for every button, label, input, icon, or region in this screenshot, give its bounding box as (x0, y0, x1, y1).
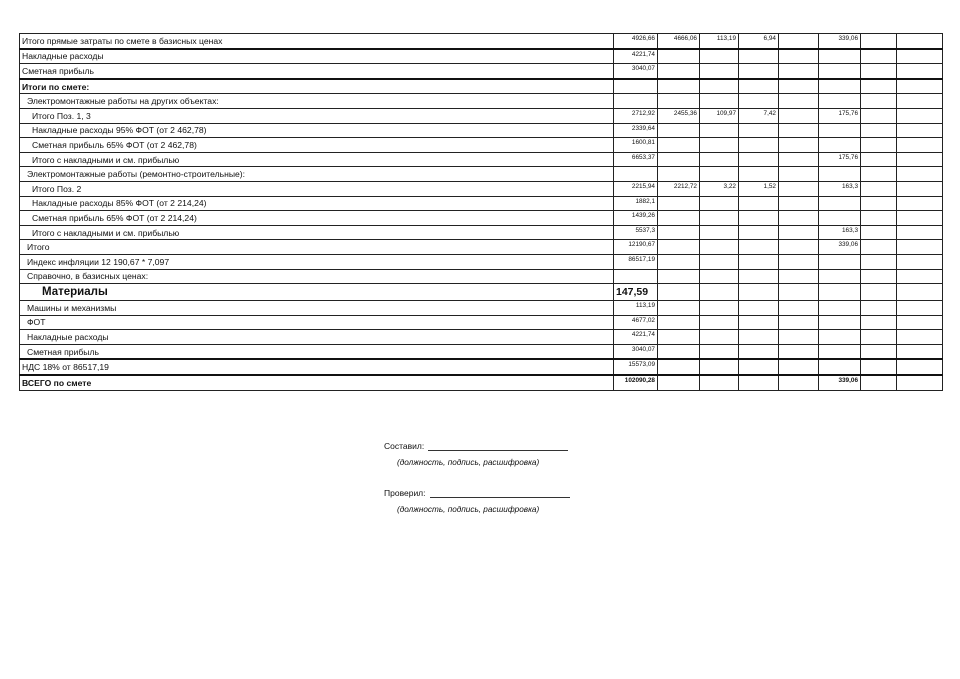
compiled-by-label: Составил: (384, 441, 425, 451)
value-cell (658, 64, 700, 79)
value-cell (819, 79, 861, 94)
value-cell (861, 301, 897, 316)
value-cell (861, 375, 897, 390)
value-cell (819, 196, 861, 211)
value-cell (700, 240, 739, 255)
value-cell (658, 269, 700, 284)
value-cell (819, 49, 861, 64)
value-cell (700, 167, 739, 182)
row-label: ФОТ (20, 315, 614, 330)
value-cell: 2212,72 (658, 181, 700, 196)
value-cell (861, 315, 897, 330)
row-label: Сметная прибыль 65% ФОТ (от 2 214,24) (20, 211, 614, 226)
value-cell (861, 79, 897, 94)
row-label: НДС 18% от 86517,19 (20, 359, 614, 375)
value-cell (658, 344, 700, 359)
value-cell (739, 49, 779, 64)
value-cell (861, 344, 897, 359)
value-cell (739, 284, 779, 301)
row-label: Индекс инфляции 12 190,67 * 7,097 (20, 254, 614, 269)
empty-cell (897, 254, 943, 269)
value-cell (700, 375, 739, 390)
value-cell (739, 211, 779, 226)
empty-cell (897, 344, 943, 359)
row-label: Справочно, в базисных ценах: (20, 269, 614, 284)
value-cell (861, 181, 897, 196)
empty-cell (897, 284, 943, 301)
value-cell (779, 167, 819, 182)
value-cell (700, 301, 739, 316)
value-cell (658, 138, 700, 153)
row-label: Электромонтажные работы на других объектах: (20, 94, 614, 109)
value-cell: 175,76 (819, 108, 861, 123)
estimate-table (19, 33, 943, 391)
row-label: Сметная прибыль 65% ФОТ (от 2 462,78) (20, 138, 614, 153)
row-label: Накладные расходы 95% ФОТ (от 2 462,78) (20, 123, 614, 138)
row-label: Итого (20, 240, 614, 255)
signature-line (428, 441, 568, 451)
value-cell (819, 123, 861, 138)
row-label: Материалы (20, 284, 614, 301)
value-cell (779, 211, 819, 226)
row-label: ВСЕГО по смете (20, 375, 614, 390)
value-cell (861, 94, 897, 109)
value-cell (779, 34, 819, 49)
table-row (20, 344, 943, 359)
value-cell (658, 152, 700, 167)
value-cell (739, 94, 779, 109)
table-row (20, 79, 943, 94)
compiled-by-hint: (должность, подпись, расшифровка) (397, 458, 540, 467)
value-cell: 113,19 (700, 34, 739, 49)
value-cell (739, 79, 779, 94)
table-row (20, 49, 943, 64)
value-cell: 4677,02 (614, 315, 658, 330)
value-cell (861, 196, 897, 211)
table-row (20, 138, 943, 153)
value-cell (861, 152, 897, 167)
value-cell: 175,76 (819, 152, 861, 167)
value-cell (779, 284, 819, 301)
value-cell (819, 284, 861, 301)
table-row (20, 254, 943, 269)
row-label: Сметная прибыль (20, 344, 614, 359)
empty-cell (897, 211, 943, 226)
value-cell: 1600,81 (614, 138, 658, 153)
value-cell: 3040,07 (614, 344, 658, 359)
value-cell (779, 225, 819, 240)
value-cell (700, 315, 739, 330)
empty-cell (897, 359, 943, 375)
value-cell (700, 79, 739, 94)
value-cell: 113,19 (614, 301, 658, 316)
row-label: Итого Поз. 1, 3 (20, 108, 614, 123)
row-label: Накладные расходы (20, 49, 614, 64)
value-cell (700, 211, 739, 226)
value-cell (739, 269, 779, 284)
table-row (20, 34, 943, 49)
value-cell (819, 315, 861, 330)
value-cell (861, 284, 897, 301)
value-cell (779, 64, 819, 79)
value-cell (658, 375, 700, 390)
value-cell: 163,3 (819, 225, 861, 240)
row-label: Итого с накладными и см. прибылью (20, 152, 614, 167)
table-row (20, 181, 943, 196)
value-cell (658, 49, 700, 64)
value-cell (700, 330, 739, 345)
value-cell: 163,3 (819, 181, 861, 196)
table-row (20, 269, 943, 284)
value-cell (700, 138, 739, 153)
table-row (20, 359, 943, 375)
value-cell (779, 315, 819, 330)
table-row (20, 123, 943, 138)
empty-cell (897, 167, 943, 182)
table-row (20, 225, 943, 240)
value-cell: 2339,64 (614, 123, 658, 138)
value-cell: 7,42 (739, 108, 779, 123)
value-cell (861, 225, 897, 240)
row-label: Электромонтажные работы (ремонтно-строительные): (20, 167, 614, 182)
value-cell (700, 152, 739, 167)
value-cell (861, 108, 897, 123)
value-cell: 1,52 (739, 181, 779, 196)
empty-cell (897, 375, 943, 390)
value-cell: 1882,1 (614, 196, 658, 211)
value-cell (658, 254, 700, 269)
value-cell (700, 269, 739, 284)
value-cell (779, 344, 819, 359)
empty-cell (897, 123, 943, 138)
value-cell (861, 64, 897, 79)
empty-cell (897, 34, 943, 49)
value-cell (739, 359, 779, 375)
checked-by-label: Проверил: (384, 488, 426, 498)
value-cell (819, 301, 861, 316)
value-cell (779, 94, 819, 109)
value-cell (779, 269, 819, 284)
empty-cell (897, 64, 943, 79)
value-cell (819, 269, 861, 284)
empty-cell (897, 181, 943, 196)
empty-cell (897, 240, 943, 255)
value-cell (819, 254, 861, 269)
value-cell (614, 79, 658, 94)
table-row (20, 375, 943, 390)
empty-cell (897, 301, 943, 316)
value-cell: 339,06 (819, 240, 861, 255)
value-cell: 4666,06 (658, 34, 700, 49)
value-cell (658, 225, 700, 240)
empty-cell (897, 225, 943, 240)
value-cell: 339,06 (819, 34, 861, 49)
value-cell (779, 359, 819, 375)
table-row (20, 152, 943, 167)
value-cell (658, 167, 700, 182)
value-cell (779, 152, 819, 167)
value-cell (861, 359, 897, 375)
value-cell: 109,97 (700, 108, 739, 123)
empty-cell (897, 269, 943, 284)
value-cell: 4221,74 (614, 49, 658, 64)
value-cell (779, 123, 819, 138)
value-cell (700, 359, 739, 375)
empty-cell (897, 315, 943, 330)
table-row (20, 167, 943, 182)
value-cell (861, 34, 897, 49)
row-label: Накладные расходы 85% ФОТ (от 2 214,24) (20, 196, 614, 211)
value-cell (614, 167, 658, 182)
value-cell (739, 64, 779, 79)
value-cell (739, 225, 779, 240)
value-cell (861, 138, 897, 153)
table-row (20, 330, 943, 345)
checked-by-signature (384, 488, 570, 498)
empty-cell (897, 330, 943, 345)
table-row (20, 108, 943, 123)
empty-cell (897, 196, 943, 211)
value-cell: 86517,19 (614, 254, 658, 269)
value-cell: 4926,66 (614, 34, 658, 49)
value-cell (819, 64, 861, 79)
value-cell (739, 138, 779, 153)
value-cell (861, 123, 897, 138)
value-cell (700, 196, 739, 211)
value-cell: 12190,67 (614, 240, 658, 255)
value-cell: 2712,92 (614, 108, 658, 123)
checked-by-hint: (должность, подпись, расшифровка) (397, 505, 540, 514)
value-cell (779, 108, 819, 123)
empty-cell (897, 94, 943, 109)
compiled-by-signature (384, 441, 568, 451)
value-cell (700, 49, 739, 64)
value-cell (819, 94, 861, 109)
value-cell (779, 181, 819, 196)
value-cell (819, 330, 861, 345)
table-row (20, 315, 943, 330)
value-cell (614, 269, 658, 284)
value-cell: 3040,07 (614, 64, 658, 79)
value-cell: 4221,74 (614, 330, 658, 345)
empty-cell (897, 49, 943, 64)
value-cell (700, 344, 739, 359)
row-label: Накладные расходы (20, 330, 614, 345)
row-label: Итого с накладными и см. прибылью (20, 225, 614, 240)
value-cell (658, 123, 700, 138)
value-cell: 3,22 (700, 181, 739, 196)
value-cell (779, 301, 819, 316)
value-cell: 6653,37 (614, 152, 658, 167)
value-cell (779, 79, 819, 94)
value-cell: 15573,09 (614, 359, 658, 375)
empty-cell (897, 108, 943, 123)
value-cell (658, 79, 700, 94)
value-cell (658, 301, 700, 316)
value-cell (861, 330, 897, 345)
value-cell (658, 330, 700, 345)
value-cell (658, 359, 700, 375)
table-row (20, 301, 943, 316)
value-cell (700, 284, 739, 301)
value-cell (779, 375, 819, 390)
value-cell: 102090,28 (614, 375, 658, 390)
row-label: Итого прямые затраты по смете в базисных ценах (20, 34, 614, 49)
value-cell (861, 269, 897, 284)
table-row (20, 240, 943, 255)
value-cell (700, 123, 739, 138)
value-cell (658, 94, 700, 109)
row-label: Сметная прибыль (20, 64, 614, 79)
value-cell (739, 315, 779, 330)
table-row (20, 64, 943, 79)
value-cell (614, 94, 658, 109)
value-cell (739, 167, 779, 182)
value-cell (739, 375, 779, 390)
value-cell (739, 254, 779, 269)
value-cell (861, 167, 897, 182)
value-cell (739, 123, 779, 138)
value-cell (779, 330, 819, 345)
value-cell (819, 138, 861, 153)
row-label: Итого Поз. 2 (20, 181, 614, 196)
row-label: Итоги по смете: (20, 79, 614, 94)
value-cell (739, 196, 779, 211)
value-cell (861, 211, 897, 226)
value-cell (739, 152, 779, 167)
value-cell (700, 254, 739, 269)
value-cell (658, 196, 700, 211)
value-cell (819, 359, 861, 375)
value-cell (779, 49, 819, 64)
value-cell (779, 240, 819, 255)
table-row (20, 196, 943, 211)
value-cell: 5537,3 (614, 225, 658, 240)
empty-cell (897, 152, 943, 167)
value-cell (739, 344, 779, 359)
table-row (20, 94, 943, 109)
value-cell (700, 64, 739, 79)
value-cell: 2215,94 (614, 181, 658, 196)
value-cell (700, 94, 739, 109)
value-cell: 339,06 (819, 375, 861, 390)
value-cell (658, 315, 700, 330)
value-cell (861, 254, 897, 269)
value-cell (779, 138, 819, 153)
table-row (20, 211, 943, 226)
value-cell (739, 330, 779, 345)
value-cell (819, 211, 861, 226)
table-row (20, 284, 943, 301)
empty-cell (897, 79, 943, 94)
signature-line (430, 488, 570, 498)
value-cell: 1439,26 (614, 211, 658, 226)
value-cell (861, 240, 897, 255)
row-label: Машины и механизмы (20, 301, 614, 316)
value-cell (658, 284, 700, 301)
value-cell (819, 167, 861, 182)
value-cell (779, 254, 819, 269)
value-cell (658, 240, 700, 255)
value-cell (739, 240, 779, 255)
value-cell (819, 344, 861, 359)
value-cell (658, 211, 700, 226)
value-cell (739, 301, 779, 316)
value-cell: 2455,36 (658, 108, 700, 123)
value-cell (779, 196, 819, 211)
empty-cell (897, 138, 943, 153)
value-cell (861, 49, 897, 64)
value-cell: 147,59 (614, 284, 658, 301)
value-cell (700, 225, 739, 240)
value-cell: 6,94 (739, 34, 779, 49)
